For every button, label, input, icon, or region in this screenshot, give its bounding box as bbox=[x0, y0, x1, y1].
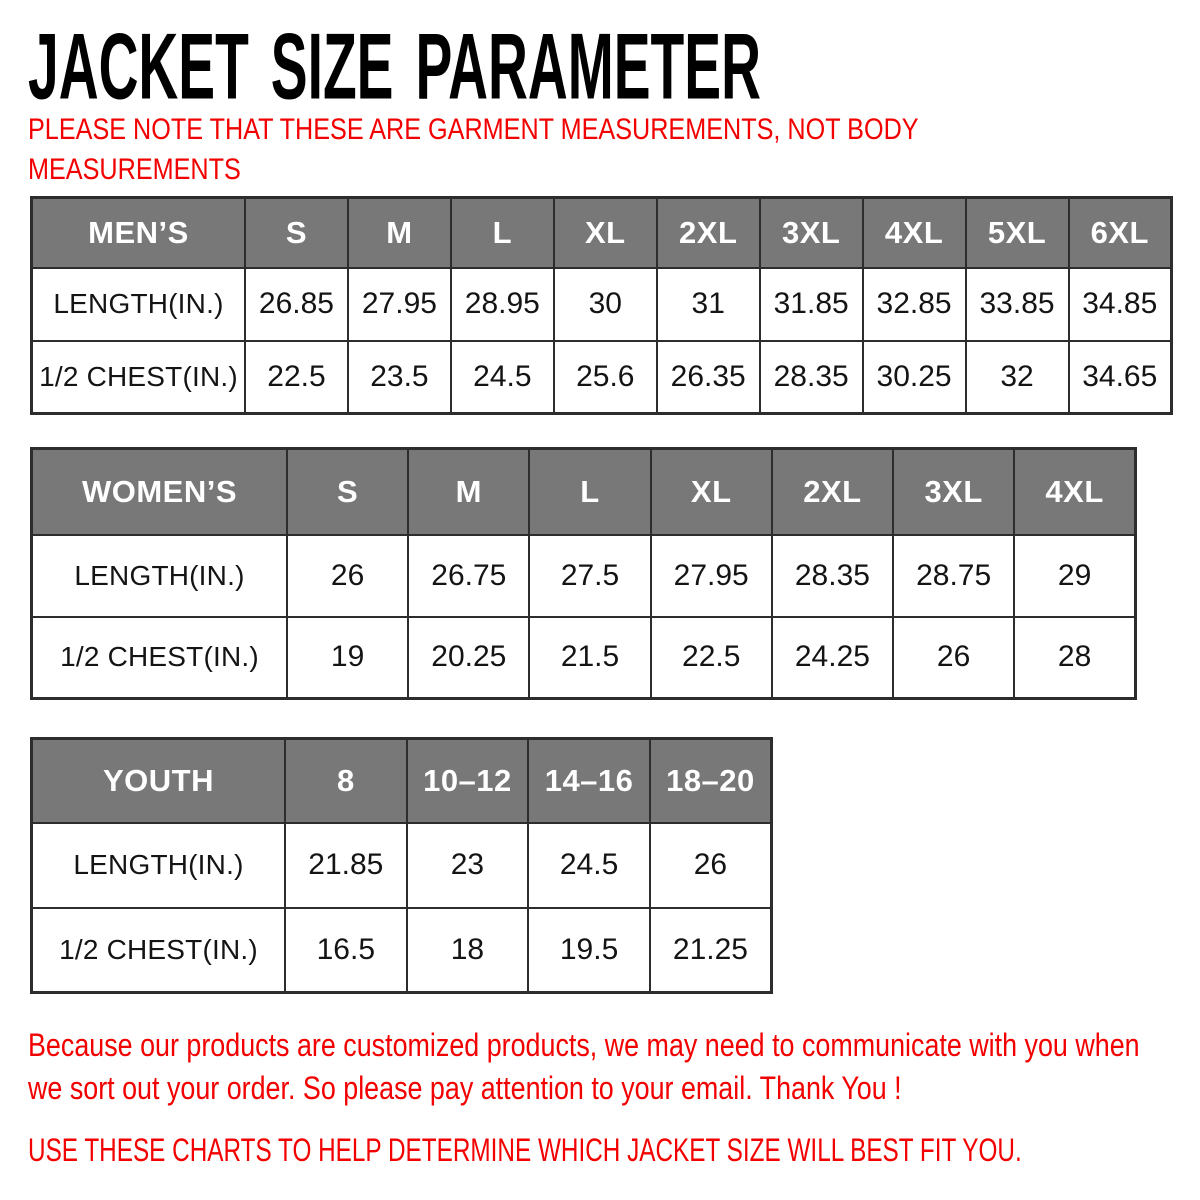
mens-size-table bbox=[30, 196, 1173, 415]
measurement-value-cell: 21.85 bbox=[285, 823, 407, 908]
measurement-value-cell: 34.65 bbox=[1069, 341, 1172, 414]
measurement-value-cell: 21.25 bbox=[650, 908, 772, 993]
measurement-value-cell: 16.5 bbox=[285, 908, 407, 993]
table-header-row bbox=[32, 449, 1136, 535]
measurement-value-cell: 34.85 bbox=[1069, 268, 1172, 341]
table-row bbox=[32, 268, 1172, 341]
measurement-value-cell: 27.95 bbox=[651, 535, 772, 617]
row-label-cell: 1/2 CHEST(IN.) bbox=[32, 908, 286, 993]
row-label-cell: LENGTH(IN.) bbox=[32, 535, 288, 617]
size-header-cell: 8 bbox=[285, 739, 407, 823]
youth-size-table bbox=[30, 737, 773, 994]
size-header-cell: 3XL bbox=[893, 449, 1014, 535]
fit-advice: USE THESE CHARTS TO HELP DETERMINE WHICH JACKET SIZE WILL BEST FIT YOU. bbox=[28, 1132, 1022, 1168]
size-header-cell: 2XL bbox=[772, 449, 893, 535]
womens-size-table bbox=[30, 447, 1137, 700]
measurement-value-cell: 28.35 bbox=[772, 535, 893, 617]
measurement-value-cell: 21.5 bbox=[529, 617, 650, 699]
measurement-value-cell: 26 bbox=[287, 535, 408, 617]
measurement-value-cell: 26.35 bbox=[657, 341, 760, 414]
row-label-cell: LENGTH(IN.) bbox=[32, 823, 286, 908]
measurement-value-cell: 20.25 bbox=[408, 617, 529, 699]
measurement-value-cell: 26 bbox=[893, 617, 1014, 699]
measurement-value-cell: 28.35 bbox=[760, 341, 863, 414]
row-label-cell: 1/2 CHEST(IN.) bbox=[32, 341, 246, 414]
table-title-cell: YOUTH bbox=[32, 739, 286, 823]
size-header-cell: S bbox=[287, 449, 408, 535]
measurement-value-cell: 22.5 bbox=[245, 341, 348, 414]
size-header-cell: M bbox=[348, 198, 451, 268]
measurement-value-cell: 32.85 bbox=[863, 268, 966, 341]
measurement-value-cell: 31.85 bbox=[760, 268, 863, 341]
table-header-row bbox=[32, 198, 1172, 268]
size-header-cell: 2XL bbox=[657, 198, 760, 268]
measurement-value-cell: 26.75 bbox=[408, 535, 529, 617]
table-row bbox=[32, 341, 1172, 414]
size-header-cell: 4XL bbox=[1014, 449, 1135, 535]
table-row bbox=[32, 908, 772, 993]
measurement-value-cell: 19.5 bbox=[528, 908, 650, 993]
measurement-value-cell: 24.25 bbox=[772, 617, 893, 699]
size-header-cell: XL bbox=[651, 449, 772, 535]
measurement-value-cell: 28.95 bbox=[451, 268, 554, 341]
size-header-cell: 3XL bbox=[760, 198, 863, 268]
measurement-value-cell: 27.5 bbox=[529, 535, 650, 617]
size-header-cell: 18–20 bbox=[650, 739, 772, 823]
size-header-cell: M bbox=[408, 449, 529, 535]
customization-notice: Because our products are customized products, we may need to communicate with you when we sort out your order. So please pay attention to your email. Thank You ! bbox=[28, 1027, 1140, 1107]
measurement-value-cell: 24.5 bbox=[528, 823, 650, 908]
size-header-cell: 14–16 bbox=[528, 739, 650, 823]
size-header-cell: 6XL bbox=[1069, 198, 1172, 268]
measurement-value-cell: 31 bbox=[657, 268, 760, 341]
measurement-value-cell: 29 bbox=[1014, 535, 1135, 617]
table-row bbox=[32, 535, 1136, 617]
measurement-value-cell: 23.5 bbox=[348, 341, 451, 414]
table-row bbox=[32, 823, 772, 908]
size-header-cell: L bbox=[451, 198, 554, 268]
table-row bbox=[32, 617, 1136, 699]
measurement-value-cell: 26.85 bbox=[245, 268, 348, 341]
garment-measurements-note: PLEASE NOTE THAT THESE ARE GARMENT MEASUREMENTS, NOT BODY MEASUREMENTS bbox=[28, 113, 919, 186]
size-header-cell: XL bbox=[554, 198, 657, 268]
table-header-row bbox=[32, 739, 772, 823]
size-header-cell: S bbox=[245, 198, 348, 268]
measurement-value-cell: 18 bbox=[407, 908, 529, 993]
row-label-cell: 1/2 CHEST(IN.) bbox=[32, 617, 288, 699]
table-title-cell: MEN’S bbox=[32, 198, 246, 268]
measurement-value-cell: 22.5 bbox=[651, 617, 772, 699]
measurement-value-cell: 32 bbox=[966, 341, 1069, 414]
measurement-value-cell: 25.6 bbox=[554, 341, 657, 414]
size-header-cell: 5XL bbox=[966, 198, 1069, 268]
measurement-value-cell: 24.5 bbox=[451, 341, 554, 414]
page-title: JACKET SIZE PARAMETER bbox=[28, 14, 761, 119]
table-title-cell: WOMEN’S bbox=[32, 449, 288, 535]
measurement-value-cell: 19 bbox=[287, 617, 408, 699]
measurement-value-cell: 30.25 bbox=[863, 341, 966, 414]
measurement-value-cell: 33.85 bbox=[966, 268, 1069, 341]
measurement-value-cell: 30 bbox=[554, 268, 657, 341]
measurement-value-cell: 26 bbox=[650, 823, 772, 908]
size-header-cell: 10–12 bbox=[407, 739, 529, 823]
row-label-cell: LENGTH(IN.) bbox=[32, 268, 246, 341]
measurement-value-cell: 28.75 bbox=[893, 535, 1014, 617]
measurement-value-cell: 23 bbox=[407, 823, 529, 908]
size-header-cell: 4XL bbox=[863, 198, 966, 268]
measurement-value-cell: 27.95 bbox=[348, 268, 451, 341]
size-header-cell: L bbox=[529, 449, 650, 535]
measurement-value-cell: 28 bbox=[1014, 617, 1135, 699]
